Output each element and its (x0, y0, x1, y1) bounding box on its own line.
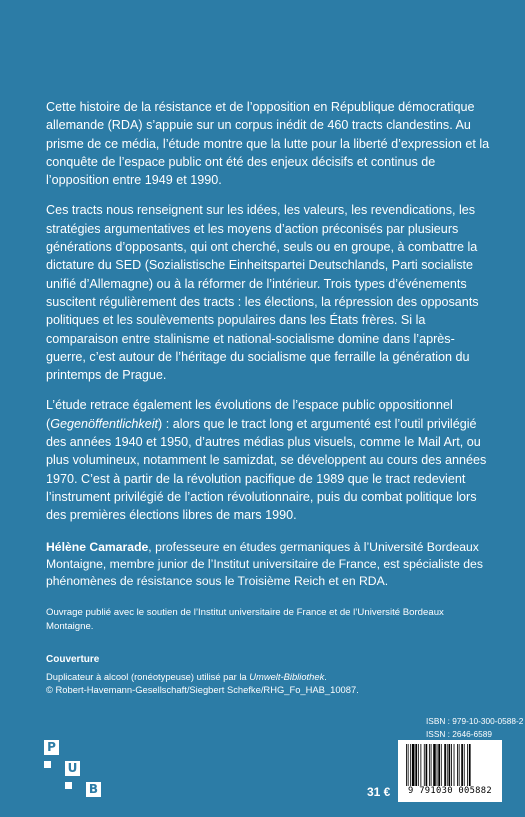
barcode-bar (457, 744, 458, 786)
barcode-bar (467, 744, 468, 786)
logo-letter-b: B (86, 782, 101, 797)
barcode-bar (433, 744, 436, 786)
logo-letter-p: P (44, 740, 59, 755)
barcode-digits: 9 791030 005882 (408, 786, 492, 796)
publisher-logo (44, 740, 102, 798)
barcode-bar (454, 744, 455, 786)
cover-line-1-end: . (324, 670, 327, 682)
price: 31 € (367, 785, 391, 799)
paragraph-3-italic: Gegenöffentlichkeit (50, 416, 159, 431)
issn: ISSN : 2646-6589 (426, 728, 492, 739)
barcode-bar (431, 744, 432, 786)
paragraph-1: Cette histoire de la résistance et de l’opposition en République démocratique allemande (RDA) s’appuie sur un corpus inédit de 460 tracts clandestins. Au prisme de ce média, l’étude montre que la lutte pour la liberté d’expression et la conquête de l’espace public ont été des enjeux décisifs et continus de l’opposition entre 1949 et 1990. (46, 100, 490, 188)
cover-line-1-italic: Umwelt-Bibliothek (249, 670, 325, 682)
barcode-bar (415, 744, 417, 786)
barcode-bar (449, 744, 451, 786)
barcode-bar (412, 744, 415, 786)
barcode (398, 740, 502, 802)
cover-title: Couverture (46, 654, 100, 665)
barcode-bars (406, 744, 494, 786)
barcode-bar (459, 744, 460, 786)
barcode-bar (451, 744, 452, 786)
paragraph-3-end: ) : alors que le tract long et argumenté est l’outil privilégié des années 1940 et 1950, d’autres médias plus visuels, comme le Mail Art, ou plus volumineux, notamment le samizdat, se développent au cours des années 1970. C’est à partir de la révolution pacifique de 1989 que le tract redevient l’instrument privilégié de l’action révolutionnaire, puis du combat politique lors des premières élections libres de mars 1990. (46, 416, 487, 523)
isbn: ISBN : 979-10-300-0588-2 (426, 716, 524, 726)
barcode-bar (426, 744, 428, 786)
logo-square (44, 761, 51, 768)
barcode-bar (420, 744, 421, 786)
barcode-bar (418, 744, 419, 786)
blurb (46, 98, 491, 602)
barcode-bar (469, 744, 471, 786)
cover-line-2: © Robert-Havemann-Gesellschaft/Siegbert Schefke/RHG_Fo_HAB_10087. (46, 684, 359, 695)
barcode-bar (406, 744, 407, 786)
barcode-bar (447, 744, 448, 786)
paragraph-3-start: L’étude retrace également les évolutions de l’espace public oppositionnel ( (46, 398, 453, 431)
paragraph-2: Ces tracts nous renseignent sur les idées, les valeurs, les revendications, les stratégies argumentatives et les moyens d’action préconisés par plusieurs générations d’opposants, qui ont cherché, seuls ou en groupe, à combattre la dictature du SED (Sozialistische Einheitspartei Deutschlands, Parti socialiste unifié d’Allemagne) ou à la réformer de l’intérieur. Trois types d’événements suscitent régulièrement des tracts : les élections, la répression des opposants politiques et les soulèvements populaires dans les États frères. Si la comparaison entre stalinisme et national-socialisme domine dans l’après-guerre, c’est autour de l’héritage du socialisme que ferraille la génération du printemps de Prague. (46, 203, 479, 383)
author-bio (46, 539, 491, 590)
author-description: , professeure en études germaniques à l’Université Bordeaux Montaigne, membre junior de l’Institut universitaire de France, est spécialiste des phénomènes de résistance sous le Troisième Reich et en RDA. (46, 539, 483, 588)
barcode-bar (438, 744, 440, 786)
author-name: Hélène Camarade (46, 539, 149, 554)
barcode-bar (461, 744, 463, 786)
paragraph-3 (46, 396, 491, 524)
cover-credits (46, 653, 466, 697)
barcode-bar (441, 744, 442, 786)
barcode-bar (437, 744, 438, 786)
barcode-bar (408, 744, 409, 786)
logo-letter-u: U (65, 761, 80, 776)
barcode-bar (429, 744, 430, 786)
barcode-bar (444, 744, 446, 786)
barcode-bar (424, 744, 425, 786)
barcode-bar (410, 744, 411, 786)
isbn-block (426, 715, 523, 740)
barcode-bar (464, 744, 465, 786)
logo-square (65, 782, 72, 789)
cover-line-1 (46, 670, 466, 684)
cover-line-1-start: Duplicateur à alcool (ronéotypeuse) utilisé par la (46, 670, 250, 682)
support-notice: Ouvrage publié avec le soutien de l’Institut universitaire de France et de l’Université Bordeaux Montaigne. (46, 607, 444, 632)
